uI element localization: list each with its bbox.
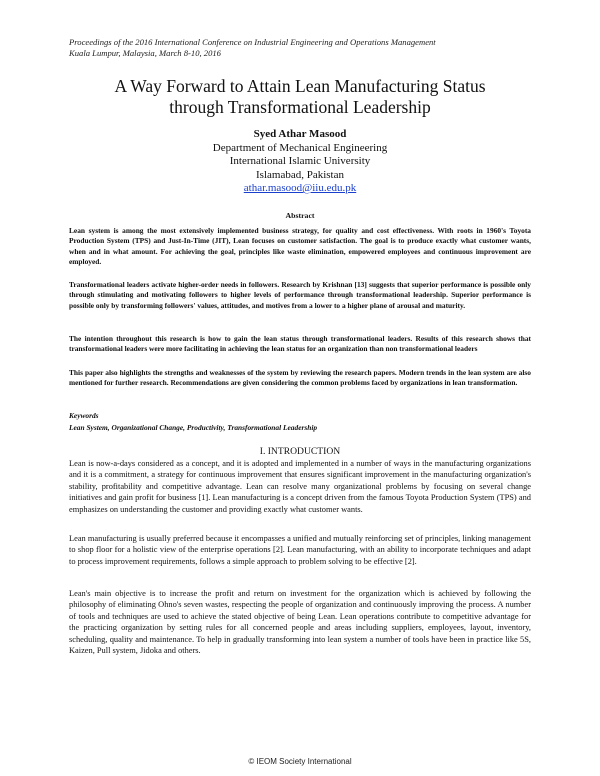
author-department: Department of Mechanical Engineering bbox=[212, 141, 388, 154]
abstract-paragraph-3: The intention throughout this research is how to gain the lean status through transformational leaders. Results of this research shows that transformational leaders were more facilitating in achieving the lean status for an organization than non transformational leaders bbox=[69, 334, 531, 354]
intro-paragraph-2: Lean manufacturing is usually preferred because it encompasses a unified and mutually reinforcing set of principles, linking management to shop floor for a holistic view of the enterprise operations [2]. Lean manufacturing, with an ability to incorporate techniques and adapt to process improvement requirements, follows a simple approach to problem solving to be effective [2]. bbox=[69, 534, 531, 566]
author-email-link[interactable]: athar.masood@iiu.edu.pk bbox=[243, 182, 357, 194]
author-block bbox=[100, 128, 500, 196]
copyright-footer: © IEOM Society International bbox=[248, 757, 352, 766]
section-heading-introduction: I. INTRODUCTION bbox=[259, 446, 341, 457]
abstract-paragraph-2: Transformational leaders activate higher-order needs in followers. Research by Krishnan [13] suggests that superior performance is possible only through stimulating and motivating followers to higher levels of performance through transformational leadership. Superior performance is possible only by transforming followers' values, attitudes, and motives from a lower to a higher plane of arousal and maturity. bbox=[69, 280, 531, 310]
keywords-heading: Keywords bbox=[69, 411, 99, 420]
paper-title-line-1: A Way Forward to Attain Lean Manufacturing Status bbox=[114, 76, 486, 96]
paper-title-line-2: through Transformational Leadership bbox=[169, 97, 431, 117]
intro-paragraph-1: Lean is now-a-days considered as a concept, and it is adopted and implemented in a number of ways in the manufacturing organizations and it is a commitment, a strategy for continuous improvement that ensures significant improvement in the manufacturing organization's stability, profitability and competitive advantage. Lean can resolve many organizational problems by focusing on several change initiatives and gain profit for business [1]. Lean manufacturing is a concept driven from the famous Toyota Production System (TPS) and emphasizes on understanding the customer and providing exactly what customer wants. bbox=[69, 459, 531, 514]
paper-title bbox=[40, 76, 560, 118]
abstract-paragraph-4: This paper also highlights the strengths and weaknesses of the system by reviewing the research papers. Modern trends in the lean system are also mentioned for further research. Recommendations are given considering the common problems faced by organizations in lean transformation. bbox=[69, 368, 531, 388]
author-name: Syed Athar Masood bbox=[253, 128, 347, 140]
proceedings-location: Kuala Lumpur, Malaysia, March 8-10, 2016 bbox=[69, 48, 221, 58]
keywords-text: Lean System, Organizational Change, Productivity, Transformational Leadership bbox=[69, 423, 318, 432]
proceedings-title: Proceedings of the 2016 International Conference on Industrial Engineering and Operations Management bbox=[69, 37, 436, 47]
intro-paragraph-3: Lean's main objective is to increase the profit and return on investment for the organization which is achieved by following the philosophy of eliminating Ohno's seven wastes, respecting the people of organization and continuously improving the process. A number of tools and techniques are used to achieve the stated objective of being Lean. Lean operations contribute to competitive advantage for the practicing organization by setting rules for all concerned people and areas including suppliers, employees, layout, inventory, scheduling, quality and maintenance. To help in gradually transforming into lean system a number of tools have been in practice like 5S, Kaizen, Pull system, Jidoka and others. bbox=[69, 589, 531, 656]
author-location: Islamabad, Pakistan bbox=[256, 168, 344, 181]
abstract-heading: Abstract bbox=[285, 211, 315, 220]
proceedings-header bbox=[69, 37, 539, 59]
abstract-paragraph-1: Lean system is among the most extensively implemented business strategy, for quality and cost effectiveness. With roots in 1960's Toyota Production System (TPS) and Just-In-Time (JIT), Lean focuses on customer satisfaction. The goal is to produce exactly what customer wants, when and in what amount. For achieving the goal, principles like waste elimination, empowered employees and continuous improvement are employed. bbox=[69, 226, 531, 266]
author-university: International Islamic University bbox=[229, 155, 371, 167]
